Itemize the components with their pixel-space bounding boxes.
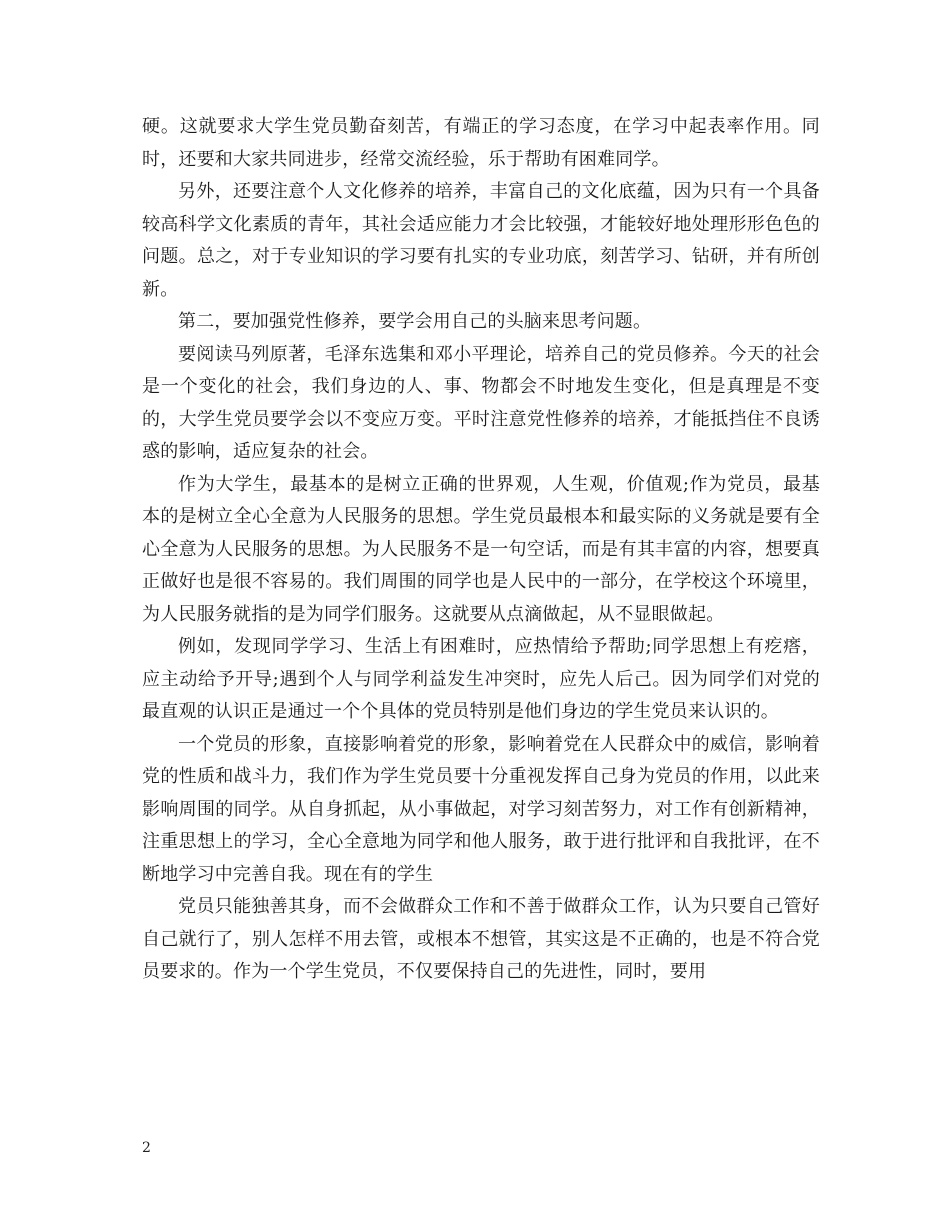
- page-number: 2: [142, 1140, 151, 1156]
- paragraph-5: 作为大学生，最基本的是树立正确的世界观，人生观，价值观;作为党员，最基本的是树立全心全意为人民服务的思想。学生党员最根本和最实际的义务就是要有全心全意为人民服务的思想。为人民服务不是一句空话，而是有其丰富的内容，想要真正做好也是很不容易的。我们周围的同学也是人民中的一部分，在学校这个环境里，为人民服务就指的是为同学们服务。这就要从点滴做起，从不显眼做起。: [142, 473, 820, 625]
- paragraph-2: 另外，还要注意个人文化修养的培养，丰富自己的文化底蕴，因为只有一个具备较高科学文化素质的青年，其社会适应能力才会比较强，才能较好地处理形形色色的问题。总之，对于专业知识的学习要有扎实的专业功底，刻苦学习、钻研，并有所创新。: [142, 181, 820, 300]
- paragraph-1: 硬。这就要求大学生党员勤奋刻苦，有端正的学习态度，在学习中起表率作用。同时，还要和大家共同进步，经常交流经验，乐于帮助有困难同学。: [142, 116, 820, 170]
- paragraph-7: 一个党员的形象，直接影响着党的形象，影响着党在人民群众中的威信，影响着党的性质和战斗力，我们作为学生党员要十分重视发挥自己身为党员的作用，以此来影响周围的同学。从自身抓起，从小事做起，对学习刻苦努力，对工作有创新精神，注重思想上的学习，全心全意地为同学和他人服务，敢于进行批评和自我批评，在不断地学习中完善自我。现在有的学生: [142, 733, 820, 885]
- paragraph-4: 要阅读马列原著，毛泽东选集和邓小平理论，培养自己的党员修养。今天的社会是一个变化的社会，我们身边的人、事、物都会不时地发生变化，但是真理是不变的，大学生党员要学会以不变应万变。平时注意党性修养的培养，才能抵挡住不良诱惑的影响，适应复杂的社会。: [142, 343, 820, 462]
- document-body: [142, 111, 820, 989]
- paragraph-6: 例如，发现同学学习、生活上有困难时，应热情给予帮助;同学思想上有疙瘩，应主动给予开导;遇到个人与同学利益发生冲突时，应先人后己。因为同学们对党的最直观的认识正是通过一个个具体的党员特别是他们身边的学生党员来认识的。: [142, 636, 820, 722]
- paragraph-3: 第二，要加强党性修养，要学会用自己的头脑来思考问题。: [178, 311, 652, 332]
- paragraph-8: 党员只能独善其身，而不会做群众工作和不善于做群众工作，认为只要自己管好自己就行了，别人怎样不用去管，或根本不想管，其实这是不正确的，也是不符合党员要求的。作为一个学生党员，不仅要保持自己的先进性，同时，要用: [142, 896, 820, 982]
